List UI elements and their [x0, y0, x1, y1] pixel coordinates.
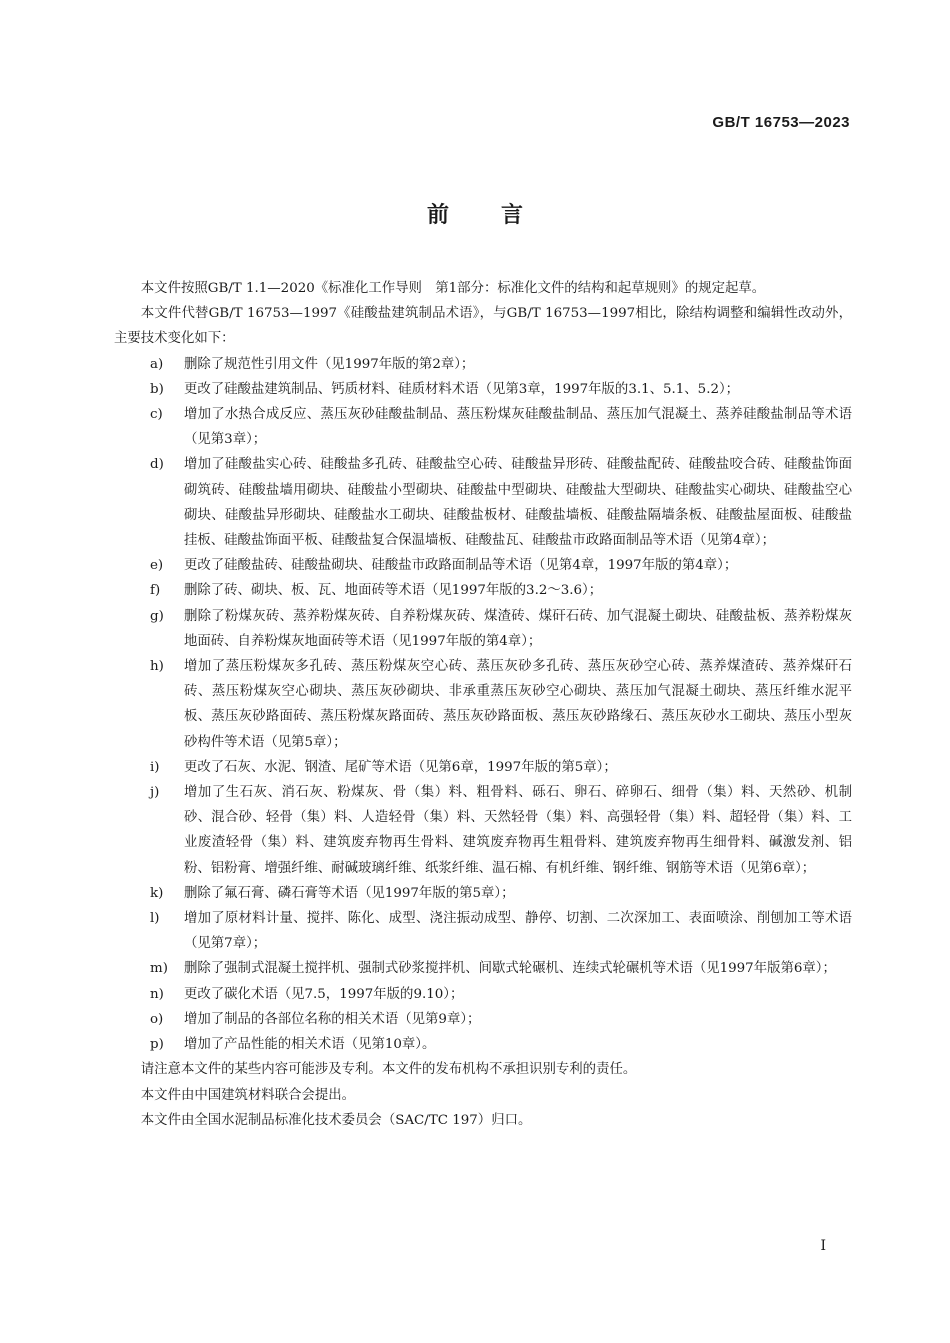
- list-item: [150, 1007, 852, 1032]
- list-item-text: 增加了蒸压粉煤灰多孔砖、蒸压粉煤灰空心砖、蒸压灰砂多孔砖、蒸压灰砂空心砖、蒸养煤渣砖、蒸养煤矸石砖、蒸压粉煤灰空心砌块、蒸压灰砂砌块、非承重蒸压灰砂空心砌块、蒸压加气混凝土砌块、蒸压纤维水泥平板、蒸压灰砂路面砖、蒸压粉煤灰路面砖、蒸压灰砂路面板、蒸压灰砂路缘石、蒸压灰砂水工砌块、蒸压小型灰砂构件等术语（见第5章）；: [184, 659, 852, 750]
- list-item-label: e): [150, 558, 164, 574]
- standard-code: GB/T 16753—2023: [712, 114, 850, 131]
- list-item: [150, 352, 852, 377]
- document-body: [114, 276, 852, 1133]
- list-item-text: 增加了硅酸盐实心砖、硅酸盐多孔砖、硅酸盐空心砖、硅酸盐异形砖、硅酸盐配砖、硅酸盐咬合砖、硅酸盐饰面砌筑砖、硅酸盐墙用砌块、硅酸盐小型砌块、硅酸盐中型砌块、硅酸盐大型砌块、硅酸盐实心砌块、硅酸盐空心砌块、硅酸盐异形砌块、硅酸盐水工砌块、硅酸盐板材、硅酸盐墙板、硅酸盐隔墙条板、硅酸盐屋面板、硅酸盐挂板、硅酸盐饰面平板、硅酸盐复合保温墙板、硅酸盐瓦、硅酸盐市政路面制品等术语（见第4章）；: [184, 457, 852, 549]
- list-item: [150, 982, 852, 1007]
- list-item-label: b): [150, 381, 164, 397]
- paragraph-proposer: 本文件由中国建筑材料联合会提出。: [140, 1087, 356, 1103]
- list-item: [150, 780, 852, 881]
- paragraph-drafting-rules: 本文件按照GB/T 1.1—2020《标准化工作导则 第1部分：标准化文件的结构和起草规则》的规定起草。: [140, 281, 766, 296]
- page-title: 前言: [426, 203, 575, 228]
- list-item-label: n): [150, 986, 164, 1002]
- list-item-label: f): [150, 583, 161, 599]
- paragraph-replacement: 本文件代替GB/T 16753—1997《硅酸盐建筑制品术语》，与GB/T 16753—1997相比，除结构调整和编辑性改动外，主要技术变化如下：: [114, 306, 852, 347]
- list-item-text: 删除了强制式混凝土搅拌机、强制式砂浆搅拌机、间歇式轮碾机、连续式轮碾机等术语（见1997年版第6章）；: [184, 961, 836, 977]
- list-item-text: 增加了生石灰、消石灰、粉煤灰、骨（集）料、粗骨料、砾石、卵石、碎卵石、细骨（集）料、天然砂、机制砂、混合砂、轻骨（集）料、人造轻骨（集）料、天然轻骨（集）料、高强轻骨（集）料、超轻骨（集）料、工业废渣轻骨（集）料、建筑废弃物再生骨料、建筑废弃物再生粗骨料、建筑废弃物再生细骨料、碱激发剂、铝粉、铝粉膏、增强纤维、耐碱玻璃纤维、纸浆纤维、温石棉、有机纤维、钢纤维、钢筋等术语（见第6章）；: [184, 785, 852, 876]
- list-item-text: 删除了氟石膏、磷石膏等术语（见1997年版的第5章）；: [184, 885, 515, 901]
- list-item-label: h): [150, 659, 164, 675]
- list-item-text: 更改了硅酸盐建筑制品、钙质材料、硅质材料术语（见第3章，1997年版的3.1、5.1、5.2）；: [184, 381, 740, 397]
- list-item: [150, 553, 852, 578]
- list-item-label: i): [150, 759, 160, 775]
- list-item-text: 删除了砖、砌块、板、瓦、地面砖等术语（见1997年版的3.2～3.6）；: [184, 583, 603, 599]
- list-item-text: 更改了硅酸盐砖、硅酸盐砌块、硅酸盐市政路面制品等术语（见第4章，1997年版的第4章）；: [184, 558, 738, 574]
- list-item: [150, 578, 852, 603]
- list-item-label: o): [150, 1011, 164, 1027]
- list-item-label: k): [150, 885, 164, 901]
- list-item-label: l): [150, 911, 160, 927]
- list-item-label: p): [150, 1037, 164, 1053]
- list-item: [150, 881, 852, 906]
- paragraph-patent-notice: 请注意本文件的某些内容可能涉及专利。本文件的发布机构不承担识别专利的责任。: [140, 1062, 637, 1078]
- list-item-label: d): [150, 457, 164, 473]
- list-item-text: 删除了粉煤灰砖、蒸养粉煤灰砖、自养粉煤灰砖、煤渣砖、煤矸石砖、加气混凝土砌块、硅酸盐板、蒸养粉煤灰地面砖、自养粉煤灰地面砖等术语（见1997年版的第4章）；: [184, 608, 852, 649]
- list-item: [150, 1032, 852, 1057]
- list-item-label: g): [150, 608, 164, 624]
- list-item-text: 删除了规范性引用文件（见1997年版的第2章）；: [184, 356, 475, 372]
- list-item: [150, 402, 852, 452]
- list-item: [150, 604, 852, 654]
- list-item-label: m): [150, 961, 168, 977]
- change-list: [114, 352, 852, 1058]
- list-item: [150, 755, 852, 780]
- list-item-label: c): [150, 407, 163, 423]
- list-item-text: 增加了制品的各部位名称的相关术语（见第9章）；: [184, 1011, 481, 1027]
- list-item-text: 增加了水热合成反应、蒸压灰砂硅酸盐制品、蒸压粉煤灰硅酸盐制品、蒸压加气混凝土、蒸养硅酸盐制品等术语（见第3章）；: [184, 407, 852, 448]
- list-item-text: 增加了产品性能的相关术语（见第10章）。: [184, 1037, 436, 1053]
- list-item: [150, 956, 852, 981]
- paragraph-technical-committee: 本文件由全国水泥制品标准化技术委员会（SAC/TC 197）归口。: [140, 1112, 532, 1128]
- list-item: [150, 377, 852, 402]
- page-number: I: [820, 1238, 826, 1254]
- list-item-text: 增加了原材料计量、搅拌、陈化、成型、浇注振动成型、静停、切割、二次深加工、表面喷涂、削刨加工等术语（见第7章）；: [184, 911, 852, 952]
- list-item-text: 更改了碳化术语（见7.5，1997年版的9.10）；: [184, 986, 464, 1002]
- list-item-label: j): [150, 785, 160, 801]
- list-item: [150, 654, 852, 755]
- list-item: [150, 906, 852, 956]
- list-item-label: a): [150, 356, 164, 372]
- list-item-text: 更改了石灰、水泥、钢渣、尾矿等术语（见第6章，1997年版的第5章）；: [184, 759, 617, 775]
- list-item: [150, 452, 852, 553]
